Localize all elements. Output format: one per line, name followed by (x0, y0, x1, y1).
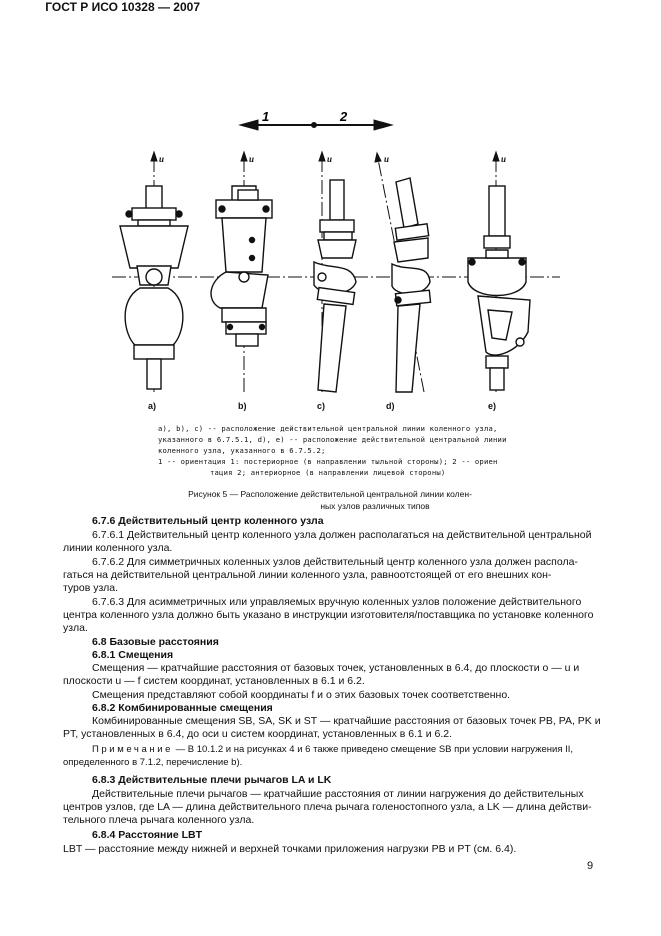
panel-label-e: e) (488, 401, 497, 411)
paragraph-line: 6.7.6.3 Для асимметричных или управляемых вручную коленных узлов положение действительного (92, 596, 582, 608)
paragraph-line: 6.7.6.1 Действительный центр коленного узла должен располагаться на действительной центральной (92, 529, 592, 541)
axis-u-e: u (501, 154, 507, 164)
panel-label-d: d) (386, 401, 395, 411)
axis-u-a: u (159, 154, 165, 164)
heading-6-7-6: 6.7.6 Действительный центр коленного узла (92, 515, 324, 527)
heading-6-8-2: 6.8.2 Комбинированные смещения (92, 702, 273, 714)
note-label: Примечание (92, 744, 173, 755)
paragraph-line: плоскости u — f систем координат, установленных в 6.1 и 6.2. (63, 675, 365, 687)
heading-6-8-4: 6.8.4 Расстояние LBT (92, 829, 203, 841)
figure-knee-units (0, 100, 661, 430)
heading-6-8-3: 6.8.3 Действительные плечи рычагов LA и LK (92, 774, 332, 786)
paragraph-line: Комбинированные смещения SB, SA, SK и ST — кратчайшие расстояния от базовых точек PB, PA, PK и (92, 715, 601, 727)
knee-unit-b (211, 186, 272, 346)
knee-unit-d (392, 178, 431, 392)
direction-label-2: 2 (340, 109, 348, 124)
note-text: — В 10.1.2 и на рисунках 4 и 6 также приведено смещение SB при условии нагружения II, (173, 744, 574, 755)
paragraph-line: гаться на действительной центральной линии коленного узла, равноотстоящей от его внешних кон- (63, 569, 552, 581)
paragraph-line: центра коленного узла должно быть указано в инструкции изготовителя/поставщика по установке коленного (63, 609, 594, 621)
panel-label-c: c) (317, 401, 326, 411)
paragraph-line: узла. (63, 622, 88, 634)
paragraph-line: туров узла. (63, 582, 119, 594)
knee-unit-c (314, 180, 356, 392)
direction-label-1: 1 (262, 109, 270, 124)
paragraph-line: LBT — расстояние между нижней и верхней точками приложения нагрузки PB и PT (см. 6.4). (63, 843, 517, 855)
figure-legend-line: коленного узла, указанного в 6.7.5.2; (158, 446, 326, 455)
axis-u-d: u (384, 154, 390, 164)
paragraph-line: Смещения — кратчайшие расстояния от базовых точек, установленных в 6.4, до плоскости o — u и (92, 662, 580, 674)
paragraph-line: линии коленного узла. (63, 542, 173, 554)
note-line: определенного в 7.1.2, перечисление b). (63, 757, 243, 768)
knee-unit-e (468, 186, 530, 390)
figure-caption: Рисунок 5 — Расположение действительной центральной линии колен- (188, 489, 472, 499)
axis-u-b: u (249, 154, 255, 164)
figure-legend-line: указанного в 6.7.5.1, d), e) -- расположение действительной центральной линии (158, 435, 507, 444)
paragraph-line: центров узлов, где LA — длина действительного плеча рычага голеностопного узла, а LK — длина действи- (63, 801, 592, 813)
paragraph-line: 6.7.6.2 Для симметричных коленных узлов действительный центр коленного узла должен распола- (92, 556, 578, 568)
page-number: 9 (587, 860, 594, 872)
heading-6-8: 6.8 Базовые расстояния (92, 636, 219, 648)
paragraph-line: Действительные плечи рычагов — кратчайшие расстояния от линии нагружения до действительных (92, 788, 584, 800)
axis-u-c: u (327, 154, 333, 164)
figure-legend-line: тация 2; антериорное (в направлении лицевой стороны) (210, 468, 446, 477)
figure-legend-line: 1 -- ориентация 1: постериорное (в направлении тыльной стороны); 2 -- ориен (158, 457, 498, 466)
heading-6-8-1: 6.8.1 Смещения (92, 649, 174, 661)
paragraph-line: Смещения представляют собой координаты f и o этих базовых точек соответственно. (92, 689, 511, 701)
panel-label-b: b) (238, 401, 247, 411)
paragraph-line: тельного плеча рычага коленного узла. (63, 814, 255, 826)
knee-unit-a (120, 186, 188, 389)
panel-label-a: a) (148, 401, 157, 411)
standard-header: ГОСТ Р ИСО 10328 — 2007 (45, 0, 200, 14)
paragraph-line: PT, установленных в 6.4, до оси u систем координат, установленных в 6.1 и 6.2. (63, 728, 453, 740)
note-line (92, 743, 573, 757)
figure-caption: ных узлов различных типов (320, 501, 430, 511)
figure-legend-line: a), b), c) -- расположение действительной центральной линии коленного узла, (158, 424, 498, 433)
